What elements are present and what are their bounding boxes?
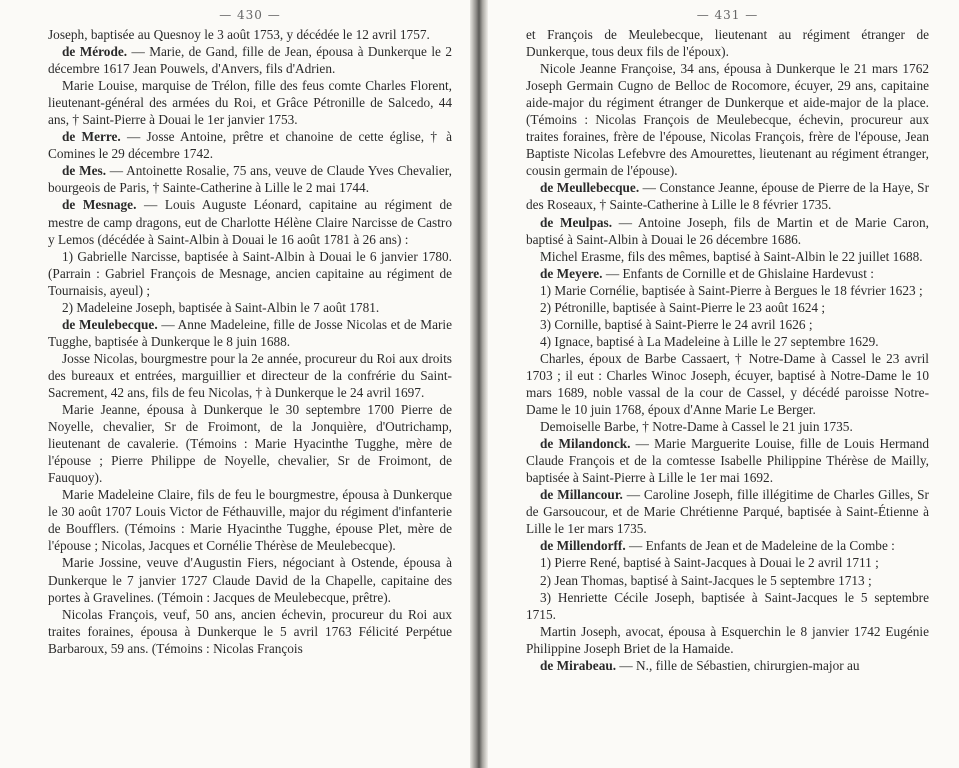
book-gutter bbox=[470, 0, 488, 768]
page-text bbox=[526, 26, 929, 674]
paragraph: 2) Pétronille, baptisée à Saint-Pierre le 23 août 1624 ; bbox=[540, 299, 826, 315]
paragraph: Joseph, baptisée au Quesnoy le 3 août 1753, y décédée le 12 avril 1757. bbox=[48, 27, 430, 42]
paragraph: de Mérode. — Marie, de Gand, fille de Jean, épousa à Dunkerque le 2 décembre 1617 Jean Pouwels, d'Anvers, fils d'Adrien. bbox=[48, 44, 452, 77]
paragraph: de Meulebecque. — Anne Madeleine, fille de Josse Nicolas et de Marie Tugghe, baptisée à Dunkerque le 8 juin 1688. bbox=[48, 316, 452, 349]
paragraph: Marie Louise, marquise de Trélon, fille des feus comte Charles Florent, lieutenant-général des armées du Roi, et Grâce Pétronille de Salcedo, 44 ans, † Saint-Pierre à Douai le 1er janvier 1753. bbox=[48, 78, 452, 128]
paragraph: 3) Henriette Cécile Joseph, baptisée à Saint-Jacques le 5 septembre 1715. bbox=[526, 589, 929, 622]
left-page bbox=[0, 0, 470, 768]
paragraph: Demoiselle Barbe, † Notre-Dame à Cassel le 21 juin 1735. bbox=[540, 419, 853, 435]
paragraph: 2) Jean Thomas, baptisé à Saint-Jacques le 5 septembre 1713 ; bbox=[540, 572, 872, 588]
paragraph: Martin Joseph, avocat, épousa à Esquerchin le 8 janvier 1742 Eugénie Philippine Joseph Briet de la Hamaide. bbox=[526, 623, 929, 656]
paragraph: de Meullebecque. — Constance Jeanne, épouse de Pierre de la Haye, Sr des Roseaux, † Sainte-Catherine à Lille le 8 février 1735. bbox=[526, 180, 930, 213]
page-text bbox=[48, 26, 452, 657]
paragraph: Marie Jeanne, épousa à Dunkerque le 30 septembre 1700 Pierre de Noyelle, chevalier, Sr de Froimont, de la Jonquière, d'Outrichamp, lieutenant de cavalerie. (Témoins : Marie Hyacinthe Tugghe, mère de l'épouse ; Pierre Philippe de Noyelle, chevalier, Sr de Froimont, de Fauquoy). bbox=[48, 402, 452, 486]
paragraph: Marie Jossine, veuve d'Augustin Fiers, négociant à Ostende, épousa à Dunkerque le 7 janvier 1727 Claude David de la Chapelle, capitaine des portes à Gravelines. (Témoin : Jacques de Meulebecque, prêtre). bbox=[48, 555, 452, 605]
paragraph: 1) Pierre René, baptisé à Saint-Jacques à Douai le 2 avril 1711 ; bbox=[540, 555, 879, 571]
paragraph: de Milandonck. — Marie Marguerite Louise, fille de Louis Hermand Claude François et de la comtesse Isabelle Philippine Thérèse de Mailly, baptisée à Saint-Pierre à Lille le 1er mai 1692. bbox=[526, 436, 929, 486]
paragraph: de Mesnage. — Louis Auguste Léonard, capitaine au régiment de mestre de camp dragons, eut de Charlotte Hélène Claire Narcisse de Castro y Lemos (décédée à Saint-Albin à Douai le 16 août 1781 à 26 ans) : bbox=[48, 197, 453, 247]
paragraph: de Millendorff. — Enfants de Jean et de Madeleine de la Combe : bbox=[540, 538, 895, 554]
paragraph: de Meyere. — Enfants de Cornille et de Ghislaine Hardevust : bbox=[540, 265, 874, 281]
paragraph: 2) Madeleine Joseph, baptisée à Saint-Albin le 7 août 1781. bbox=[62, 299, 380, 315]
paragraph: de Meulpas. — Antoine Joseph, fils de Martin et de Marie Caron, baptisé à Saint-Albin à Douai le 26 décembre 1686. bbox=[526, 214, 929, 247]
paragraph: de Millancour. — Caroline Joseph, fille illégitime de Charles Gilles, Sr de Garsoucour, et de Marie Chrétienne Parqué, baptisée à Saint-Étienne à Lille le 1er mars 1735. bbox=[526, 487, 929, 537]
paragraph: Nicolas François, veuf, 50 ans, ancien échevin, procureur du Roi aux traites foraines, épousa à Dunkerque le 5 avril 1763 Félicité Perpétue Barbaroux, 59 ans. (Témoins : Nicolas François bbox=[48, 606, 452, 656]
paragraph: 1) Gabrielle Narcisse, baptisée à Saint-Albin à Douai le 6 janvier 1780. (Parrain : Gabriel François de Mesnage, ancien capitaine au régiment de Tournaisis, ayeul) ; bbox=[48, 248, 452, 298]
paragraph: Charles, époux de Barbe Cassaert, † Notre-Dame à Cassel le 23 avril 1703 ; il eut : Charles Winoc Joseph, écuyer, baptisé à Notre-Dame le 10 mars 1689, noble vassal de la cour de Cassel, y décédé paroisse Notre-Dame le 10 juin 1768, époux d'Anne Marie Le Berger. bbox=[526, 350, 929, 418]
paragraph: de Merre. — Josse Antoine, prêtre et chanoine de cette église, † à Comines le 29 décembre 1742. bbox=[48, 129, 452, 162]
paragraph: de Mes. — Antoinette Rosalie, 75 ans, veuve de Claude Yves Chevalier, bourgeois de Paris, † Sainte-Catherine à Lille le 2 mai 1744. bbox=[48, 163, 452, 196]
paragraph: Josse Nicolas, bourgmestre pour la 2e année, procureur du Roi aux droits des bureaux et entrées, marguillier et directeur de la confrérie du Saint-Sacrement, 42 ans, fils de feu Nicolas, † à Dunkerque le 24 avril 1697. bbox=[48, 350, 452, 400]
page-number: — 430 — bbox=[219, 8, 281, 22]
paragraph: Michel Erasme, fils des mêmes, baptisé à Saint-Albin le 22 juillet 1688. bbox=[540, 248, 923, 264]
paragraph: de Mirabeau. — N., fille de Sébastien, chirurgien-major au bbox=[540, 657, 860, 673]
paragraph: Marie Madeleine Claire, fils de feu le bourgmestre, épousa à Dunkerque le 30 août 1707 Louis Victor de Féthauville, major du régiment d'infanterie de Boufflers. (Témoins : Marie Hyacinthe Tugghe, épouse Plet, mère de l'épouse ; Nicolas, Jacques et Cornélie Thérèse de Meulebecque). bbox=[48, 487, 452, 554]
paragraph: 4) Ignace, baptisé à La Madeleine à Lille le 27 septembre 1629. bbox=[540, 333, 879, 349]
paragraph: et François de Meulebecque, lieutenant au régiment étranger de Dunkerque, tous deux fils de l'époux). bbox=[526, 27, 929, 60]
paragraph: 3) Cornille, baptisé à Saint-Pierre le 24 avril 1626 ; bbox=[540, 316, 813, 332]
right-page bbox=[488, 0, 959, 768]
page-number: — 431 — bbox=[696, 8, 759, 22]
paragraph: 1) Marie Cornélie, baptisée à Saint-Pierre à Bergues le 18 février 1623 ; bbox=[540, 282, 923, 298]
paragraph: Nicole Jeanne Françoise, 34 ans, épousa à Dunkerque le 21 mars 1762 Joseph Germain Cugno de Belloc de Rocomore, écuyer, 29 ans, capitaine aide-major du régiment étranger de Dunkerque et aide-major de la place. (Témoins : Nicolas François de Meulebecque, échevin, procureur aux traites foraines, frère de l'épouse, Nicolas François, frère de l'épouse, Jean Baptiste Nicolas Lefebvre des Amourettes, lieutenant au régiment étranger, cousin germain de l'épouse). bbox=[526, 61, 929, 179]
